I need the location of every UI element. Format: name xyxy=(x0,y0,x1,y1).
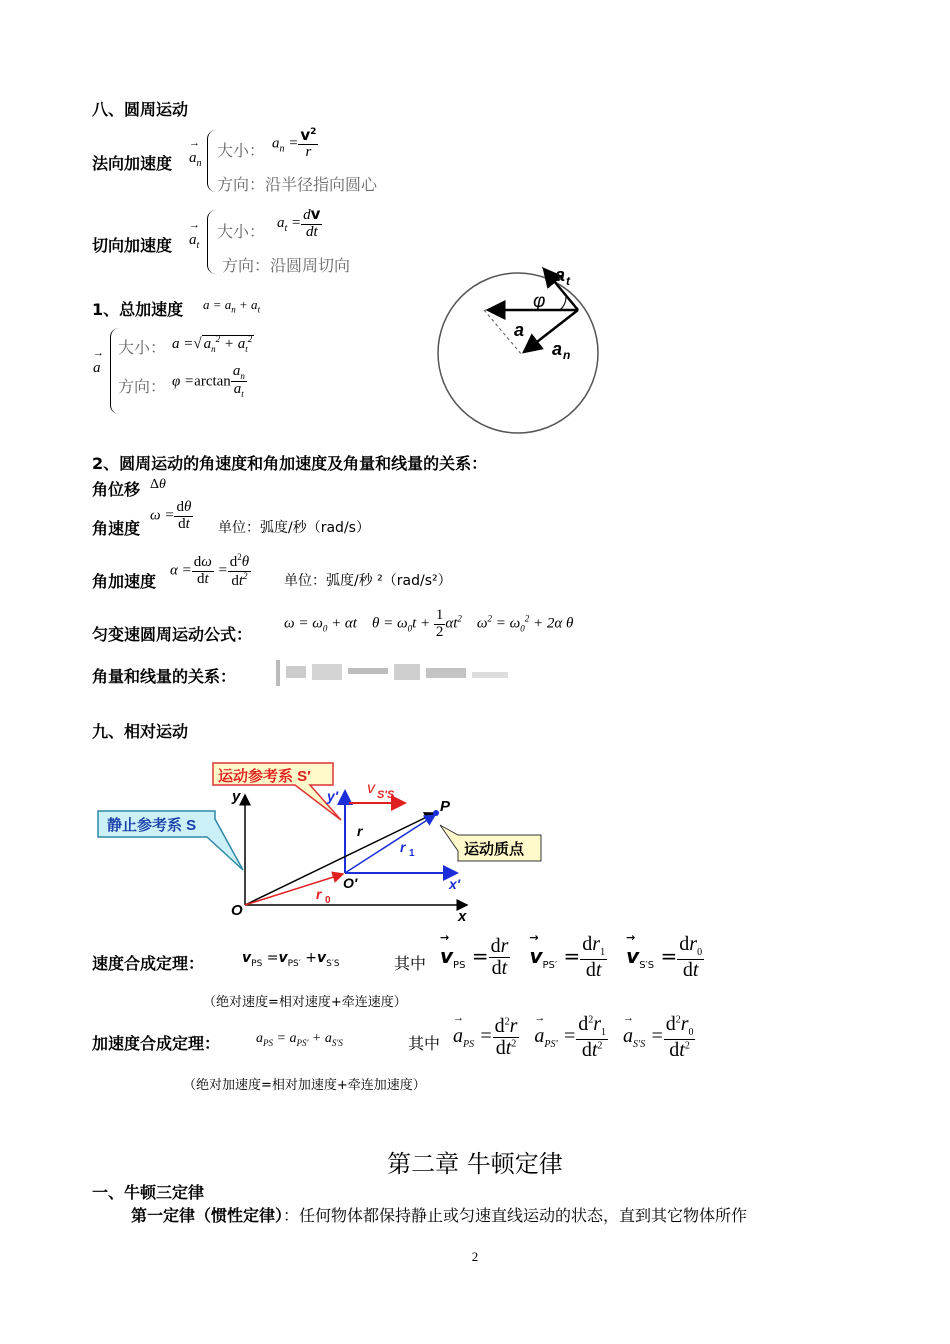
r0-label: r xyxy=(316,886,322,902)
first-law-text: ：任何物体都保持静止或匀速直线运动的状态，直到其它物体所作 xyxy=(283,1206,748,1225)
point-p xyxy=(433,810,439,816)
moving-frame-label: 运动参考系 S′ xyxy=(218,768,311,785)
tangent-acc-formula: $a_t$ = $\frac{dv}{dt}$ xyxy=(277,205,321,240)
angular-velocity-unit: 单位：弧度/秒（rad/s） xyxy=(218,520,370,536)
angular-velocity-formula: ω = $\frac{d\theta}{dt}$ xyxy=(150,499,192,532)
y-label: y xyxy=(232,788,241,805)
normal-acc-symbol: → $a_n$ xyxy=(189,150,202,169)
r1-subscript: 1 xyxy=(409,848,415,859)
p-label: P xyxy=(440,798,451,815)
normal-acc-brace xyxy=(207,130,216,192)
acceleration-note: （绝对加速度=相对加速度+牵连加速度） xyxy=(183,1078,426,1093)
angular-acceleration-unit: 单位：弧度/秒 ²（rad/s²） xyxy=(284,573,452,589)
first-law-label: 第一定律（惯性定律） xyxy=(131,1206,284,1225)
total-acc-dir-formula: φ =arctan $\frac{a_n}{a_t}$ xyxy=(172,363,245,400)
chapter-title: 第二章 牛顿定律 xyxy=(387,1150,563,1178)
origin-o-prime-label: O′ xyxy=(343,875,358,891)
acceleration-definitions: → $a_{PS}$ = $\frac{d^2r}{dt^2}$ → $a_{PS'}$ = $\frac{d^2r_1}{dt^2}$ → $a_{S'S}$ = $\frac{d^2r_0}{dt^2}$ xyxy=(453,1014,695,1061)
r-label: r xyxy=(357,823,363,839)
total-acc-formula: $a = a_n + a_t$ xyxy=(203,297,261,315)
v-label: v xyxy=(367,780,375,797)
an-label: a xyxy=(552,339,563,359)
chapter-section-1-title: 一、牛顿三定律 xyxy=(92,1183,205,1202)
total-acc-mag-formula: a =√ $a_n^2 + a_t^2$ xyxy=(172,334,253,354)
phi-label: φ xyxy=(533,291,546,312)
angular-acceleration-formula: α = $\frac{d\omega}{dt}$ = $\frac{d^2\theta}{dt^2}$ xyxy=(170,552,250,589)
acceleration-composition-formula: $a_{PS} = a_{PS'} + a_{S'S}$ xyxy=(256,1031,343,1048)
relative-motion-diagram xyxy=(95,755,565,930)
x-prime-label: x′ xyxy=(449,876,461,892)
tangent-acc-brace xyxy=(207,210,216,274)
at-subscript: t xyxy=(566,274,570,288)
uniform-circular-label: 匀变速圆周运动公式： xyxy=(92,625,253,644)
normal-acc-direction: 方向：沿半径指向圆心 xyxy=(217,175,378,194)
page-number: 2 xyxy=(471,1249,479,1264)
total-acc-label: 1、总加速度 xyxy=(92,300,184,319)
tangent-acc-mag: 大小： xyxy=(217,222,266,241)
acceleration-where: 其中 xyxy=(408,1034,441,1053)
section-9-title: 九、相对运动 xyxy=(92,722,189,741)
circle-path xyxy=(438,273,598,433)
angular-relations-title: 2、圆周运动的角速度和角加速度及角量和线量的关系： xyxy=(92,454,488,473)
v-subscript: S′S xyxy=(377,789,395,801)
velocity-composition-formula: $v_{PS} =v_{PS'} +v_{S'S}$ xyxy=(242,950,340,969)
an-subscript: n xyxy=(563,348,571,362)
r1-label: r xyxy=(400,839,406,855)
phi-arc xyxy=(560,296,566,310)
angular-displacement-symbol: Δθ xyxy=(150,477,166,492)
angular-displacement-label: 角位移 xyxy=(92,480,141,499)
relation-formula-blurred xyxy=(276,658,516,688)
y-prime-label: y′ xyxy=(327,788,339,804)
normal-acc-mag: 大小： xyxy=(217,141,266,160)
angular-linear-relation-label: 角量和线量的关系： xyxy=(92,667,237,686)
an-vector xyxy=(524,310,578,352)
r-vector xyxy=(245,813,435,905)
normal-acc-formula: $a_n$ = $\frac{v^2}{r}$ xyxy=(272,126,317,160)
section-8-title: 八、圆周运动 xyxy=(92,100,189,119)
static-frame-label: 静止参考系 S xyxy=(107,817,197,834)
acceleration-circle-diagram xyxy=(430,255,620,435)
first-law-paragraph xyxy=(131,1203,747,1226)
acceleration-composition-label: 加速度合成定理： xyxy=(92,1034,221,1053)
velocity-definitions: → $v_{PS}$ = $\frac{dr}{dt}$ → $v_{PS'}$ = $\frac{dr_1}{dt}$ → $v_{S'S}$ = $\frac{dr_0}{dt}$ xyxy=(440,934,704,981)
angular-velocity-label: 角速度 xyxy=(92,519,141,538)
velocity-composition-label: 速度合成定理： xyxy=(92,954,205,973)
at-label: a xyxy=(555,265,566,285)
x-label: x xyxy=(458,908,467,925)
normal-acc-label: 法向加速度 xyxy=(92,154,173,173)
uniform-circular-formulas: $\omega = \omega_0 + \alpha t$ $\theta = \omega_0t$ + $\frac{1}{2}$ $\alpha t^2$ $\omega^2 = \omega_0^2 + 2\alpha$ θ xyxy=(284,607,574,640)
origin-o-label: O xyxy=(231,902,243,919)
total-acc-mag: 大小： xyxy=(118,338,167,357)
velocity-note: （绝对速度=相对速度+牵连速度） xyxy=(203,995,407,1010)
a-label: a xyxy=(514,320,525,340)
tangent-acc-label: 切向加速度 xyxy=(92,236,173,255)
total-acc-symbol: → a xyxy=(93,360,101,377)
velocity-where: 其中 xyxy=(394,954,427,973)
particle-label: 运动质点 xyxy=(464,841,525,858)
angular-acceleration-label: 角加速度 xyxy=(92,572,157,591)
tangent-acc-symbol: → $a_t$ xyxy=(189,232,199,251)
r0-subscript: 0 xyxy=(325,895,331,906)
total-acc-dir: 方向： xyxy=(118,377,167,396)
tangent-acc-direction: 方向：沿圆周切向 xyxy=(222,256,351,275)
